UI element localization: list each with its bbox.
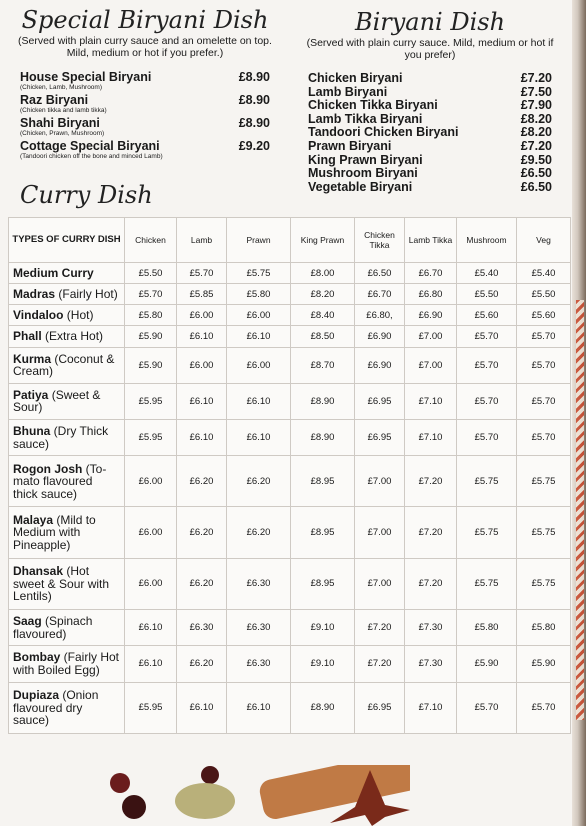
biryani-item [308, 180, 552, 194]
biryani-price: £9.50 [520, 152, 552, 167]
curry-dish-name [9, 263, 125, 284]
curry-dish-note: (Fairly Hot with Boiled Egg) [13, 650, 120, 677]
biryani-price: £7.50 [520, 84, 552, 99]
curry-dish-note: (Hot) [63, 308, 94, 323]
curry-price-cell: £6.00 [177, 305, 227, 326]
curry-row [9, 646, 571, 682]
curry-dish-name [9, 326, 125, 347]
biryani-item [308, 153, 552, 167]
curry-column-header: Veg [517, 218, 571, 263]
curry-row [9, 284, 571, 305]
curry-price-cell: £7.20 [355, 610, 405, 646]
special-biryani-list [20, 70, 270, 162]
curry-price-cell: £7.00 [405, 326, 457, 347]
curry-price-cell: £5.70 [517, 383, 571, 419]
special-biryani-title: Special Biryani Dish [21, 6, 269, 34]
curry-price-cell: £5.95 [125, 682, 177, 733]
curry-price-cell: £6.00 [177, 347, 227, 383]
curry-price-cell: £5.70 [125, 284, 177, 305]
curry-price-cell: £5.90 [125, 326, 177, 347]
curry-dish-title: Patiya [13, 387, 49, 402]
curry-column-header: Mushroom [457, 218, 517, 263]
curry-price-cell: £5.70 [457, 347, 517, 383]
biryani-item [308, 98, 552, 112]
biryani-name: King Prawn Biryani [308, 152, 423, 167]
special-biryani-item [20, 139, 270, 161]
curry-price-cell: £6.20 [177, 558, 227, 609]
curry-price-cell: £7.10 [405, 682, 457, 733]
curry-price-cell: £5.75 [457, 558, 517, 609]
biryani-price: £7.20 [520, 71, 552, 85]
curry-column-header: Lamb Tikka [405, 218, 457, 263]
special-biryani-name: Raz Biryani [20, 93, 89, 107]
curry-price-table [8, 217, 571, 734]
biryani-item [308, 71, 552, 85]
curry-dish-name [9, 610, 125, 646]
curry-price-cell: £7.00 [405, 347, 457, 383]
curry-price-cell: £5.90 [457, 646, 517, 682]
curry-dish-name [9, 682, 125, 733]
biryani-item [308, 125, 552, 139]
biryani-name: Lamb Tikka Biryani [308, 111, 423, 126]
curry-dish-name [9, 456, 125, 507]
curry-dish-title: Malaya [13, 512, 54, 527]
curry-row [9, 558, 571, 609]
curry-price-cell: £6.10 [177, 682, 227, 733]
curry-price-cell: £8.00 [291, 263, 355, 284]
special-biryani-item-text [20, 93, 107, 115]
curry-dish-note: (Extra Hot) [41, 329, 104, 344]
curry-price-cell: £5.80 [227, 284, 291, 305]
curry-price-cell: £7.20 [405, 507, 457, 558]
curry-price-cell: £8.40 [291, 305, 355, 326]
special-biryani-price: £8.90 [238, 93, 270, 107]
curry-price-cell: £8.20 [291, 284, 355, 305]
curry-dish-name [9, 347, 125, 383]
biryani-header [302, 8, 558, 61]
special-biryani-desc: (Tandoori chicken off the bone and minced Lamb) [20, 153, 163, 160]
curry-dish-title: Dupiaza [13, 688, 60, 703]
curry-dish-note: (Coconut & Cream) [13, 351, 115, 379]
curry-dish-title: Saag [13, 614, 42, 629]
curry-row [9, 419, 571, 455]
curry-price-cell: £6.10 [125, 610, 177, 646]
curry-price-cell: £8.95 [291, 558, 355, 609]
curry-dish-note: (To-mato flavoured thick sauce) [13, 461, 107, 501]
biryani-item [308, 166, 552, 180]
curry-price-cell: £5.75 [517, 558, 571, 609]
curry-price-cell: £6.10 [125, 646, 177, 682]
curry-column-header: Prawn [227, 218, 291, 263]
curry-price-cell: £6.10 [177, 419, 227, 455]
curry-price-cell: £5.90 [125, 347, 177, 383]
biryani-price: £6.50 [520, 166, 552, 181]
curry-dish-note: (Dry Thick sauce) [13, 424, 109, 451]
curry-price-cell: £8.50 [291, 326, 355, 347]
curry-dish-name [9, 284, 125, 305]
special-biryani-name: Cottage Special Biryani [20, 139, 160, 153]
curry-column-header: Lamb [177, 218, 227, 263]
curry-price-cell: £8.90 [291, 383, 355, 419]
biryani-price: £6.50 [520, 179, 552, 194]
curry-price-cell: £5.75 [227, 263, 291, 284]
biryani-price: £8.20 [520, 111, 552, 126]
special-biryani-price: £8.90 [238, 116, 270, 130]
curry-price-cell: £5.40 [457, 263, 517, 284]
curry-price-cell: £5.60 [517, 305, 571, 326]
curry-row [9, 326, 571, 347]
curry-price-cell: £6.95 [355, 419, 405, 455]
curry-price-cell: £7.20 [405, 558, 457, 609]
biryani-price: £7.90 [520, 98, 552, 113]
curry-price-cell: £6.80 [405, 284, 457, 305]
curry-dish-name [9, 646, 125, 682]
biryani-title: Biryani Dish [354, 8, 506, 36]
curry-dish-note: (Hot sweet & Sour with Lentils) [13, 564, 110, 604]
curry-price-cell: £5.60 [457, 305, 517, 326]
curry-price-cell: £6.20 [177, 646, 227, 682]
biryani-price: £7.20 [520, 138, 552, 153]
curry-dish-note: (Fairly Hot) [55, 286, 118, 301]
curry-price-cell: £7.10 [405, 419, 457, 455]
curry-price-cell: £5.95 [125, 383, 177, 419]
curry-price-cell: £5.95 [125, 419, 177, 455]
curry-price-cell: £5.90 [517, 646, 571, 682]
curry-price-cell: £7.30 [405, 610, 457, 646]
curry-dish-note: (Spinach flavoured) [13, 614, 93, 641]
curry-price-cell: £6.70 [405, 263, 457, 284]
curry-price-cell: £6.10 [177, 326, 227, 347]
curry-dish-name [9, 558, 125, 609]
special-biryani-desc: (Chicken, Lamb, Mushroom) [20, 84, 102, 91]
biryani-item [308, 112, 552, 126]
special-biryani-item-text [20, 139, 163, 161]
curry-price-cell: £5.40 [517, 263, 571, 284]
curry-dish-note: (Mild to Medium with Pineapple) [13, 512, 96, 552]
curry-price-cell: £6.00 [125, 507, 177, 558]
curry-price-cell: £9.10 [291, 610, 355, 646]
curry-price-cell: £6.10 [227, 383, 291, 419]
curry-dish-title: Bhuna [13, 424, 51, 439]
curry-price-cell: £5.80 [457, 610, 517, 646]
curry-header-row [9, 218, 571, 263]
curry-price-cell: £7.00 [355, 456, 405, 507]
curry-price-cell: £5.50 [517, 284, 571, 305]
biryani-subtitle: (Served with plain curry sauce. Mild, medium or hot if you prefer) [306, 37, 554, 61]
special-biryani-price: £8.90 [238, 70, 270, 84]
biryani-name: Lamb Biryani [308, 84, 388, 99]
special-biryani-item-text [20, 70, 151, 92]
special-biryani-name: House Special Biryani [20, 70, 152, 84]
curry-dish-name [9, 419, 125, 455]
special-biryani-name: Shahi Biryani [20, 116, 100, 130]
curry-row [9, 263, 571, 284]
curry-row [9, 610, 571, 646]
curry-price-cell: £6.20 [177, 456, 227, 507]
curry-price-cell: £5.70 [517, 347, 571, 383]
biryani-item [308, 85, 552, 99]
curry-price-cell: £5.70 [457, 682, 517, 733]
curry-price-cell: £5.70 [457, 419, 517, 455]
curry-price-cell: £5.70 [457, 383, 517, 419]
curry-price-cell: £6.00 [125, 558, 177, 609]
curry-price-cell: £6.90 [405, 305, 457, 326]
curry-price-cell: £7.20 [405, 456, 457, 507]
curry-price-cell: £5.70 [517, 419, 571, 455]
biryani-name: Chicken Tikka Biryani [308, 98, 438, 113]
curry-dish-title: Rogon Josh [13, 461, 83, 476]
curry-price-cell: £5.75 [457, 456, 517, 507]
curry-dish-note: (Onion flavoured dry sauce) [13, 688, 99, 728]
biryani-name: Chicken Biryani [308, 71, 403, 85]
biryani-name: Tandoori Chicken Biryani [308, 125, 459, 140]
special-biryani-desc: (Chicken, Prawn, Mushroom) [20, 130, 105, 137]
curry-price-cell: £6.70 [355, 284, 405, 305]
curry-price-cell: £8.70 [291, 347, 355, 383]
curry-price-cell: £8.95 [291, 507, 355, 558]
curry-dish-name [9, 305, 125, 326]
curry-column-header: Chicken Tikka [355, 218, 405, 263]
spice-decoration [110, 765, 410, 826]
curry-price-cell: £6.30 [227, 558, 291, 609]
special-biryani-item [20, 70, 270, 92]
curry-dish-name [9, 383, 125, 419]
curry-price-cell: £6.90 [355, 347, 405, 383]
curry-price-cell: £6.00 [227, 347, 291, 383]
curry-price-cell: £6.10 [227, 419, 291, 455]
curry-price-cell: £5.70 [517, 682, 571, 733]
curry-price-cell: £6.80, [355, 305, 405, 326]
curry-row [9, 456, 571, 507]
curry-price-cell: £7.20 [355, 646, 405, 682]
biryani-list [308, 71, 552, 193]
curry-price-cell: £5.75 [517, 507, 571, 558]
curry-title: Curry Dish [20, 181, 153, 209]
curry-price-cell: £7.10 [405, 383, 457, 419]
curry-price-cell: £6.10 [227, 326, 291, 347]
page-edge-stripes [576, 300, 584, 720]
curry-price-cell: £5.75 [517, 456, 571, 507]
curry-price-cell: £6.00 [227, 305, 291, 326]
curry-price-cell: £7.00 [355, 558, 405, 609]
curry-price-cell: £6.90 [355, 326, 405, 347]
curry-price-cell: £6.95 [355, 383, 405, 419]
curry-price-cell: £6.20 [227, 456, 291, 507]
special-biryani-item-text [20, 116, 104, 138]
special-biryani-item [20, 116, 270, 138]
curry-price-cell: £6.95 [355, 682, 405, 733]
curry-price-cell: £6.10 [177, 383, 227, 419]
curry-row [9, 305, 571, 326]
special-biryani-subtitle: (Served with plain curry sauce and an omelette on top. Mild, medium or hot if you prefer.) [18, 35, 272, 59]
biryani-name: Vegetable Biryani [308, 179, 413, 194]
curry-row [9, 347, 571, 383]
curry-price-cell: £8.90 [291, 682, 355, 733]
curry-row [9, 682, 571, 733]
curry-row [9, 383, 571, 419]
curry-price-cell: £5.70 [457, 326, 517, 347]
curry-price-cell: £6.10 [227, 682, 291, 733]
curry-types-header: TYPES OF CURRY DISH [9, 218, 125, 263]
curry-dish-title: Madras [13, 286, 56, 301]
biryani-price: £8.20 [520, 125, 552, 140]
curry-price-cell: £6.30 [227, 610, 291, 646]
curry-column-header: King Prawn [291, 218, 355, 263]
biryani-name: Mushroom Biryani [308, 166, 418, 181]
curry-dish-title: Dhansak [13, 564, 64, 579]
curry-price-cell: £5.70 [177, 263, 227, 284]
curry-price-cell: £5.50 [125, 263, 177, 284]
curry-price-cell: £6.30 [177, 610, 227, 646]
special-biryani-price: £9.20 [238, 139, 270, 153]
curry-price-cell: £5.85 [177, 284, 227, 305]
curry-dish-title: Phall [13, 329, 42, 344]
curry-price-cell: £5.80 [517, 610, 571, 646]
curry-dish-name [9, 507, 125, 558]
special-biryani-header [14, 6, 276, 59]
curry-price-cell: £7.30 [405, 646, 457, 682]
curry-dish-title: Medium Curry [13, 265, 94, 280]
curry-price-cell: £5.80 [125, 305, 177, 326]
curry-price-cell: £6.50 [355, 263, 405, 284]
curry-price-cell: £6.30 [227, 646, 291, 682]
curry-price-cell: £5.75 [457, 507, 517, 558]
curry-price-cell: £6.20 [227, 507, 291, 558]
curry-price-cell: £6.20 [177, 507, 227, 558]
curry-row [9, 507, 571, 558]
curry-dish-title: Bombay [13, 650, 61, 665]
biryani-name: Prawn Biryani [308, 138, 392, 153]
curry-price-cell: £8.90 [291, 419, 355, 455]
curry-price-cell: £7.00 [355, 507, 405, 558]
special-biryani-item [20, 93, 270, 115]
curry-price-cell: £5.50 [457, 284, 517, 305]
curry-price-cell: £5.70 [517, 326, 571, 347]
special-biryani-desc: (Chicken tikka and lamb tikka) [20, 107, 107, 114]
biryani-item [308, 139, 552, 153]
curry-dish-title: Vindaloo [13, 308, 64, 323]
curry-price-cell: £6.00 [125, 456, 177, 507]
curry-dish-note: (Sweet & Sour) [13, 387, 101, 415]
curry-column-header: Chicken [125, 218, 177, 263]
curry-price-cell: £8.95 [291, 456, 355, 507]
curry-price-cell: £9.10 [291, 646, 355, 682]
curry-dish-title: Kurma [13, 351, 52, 366]
